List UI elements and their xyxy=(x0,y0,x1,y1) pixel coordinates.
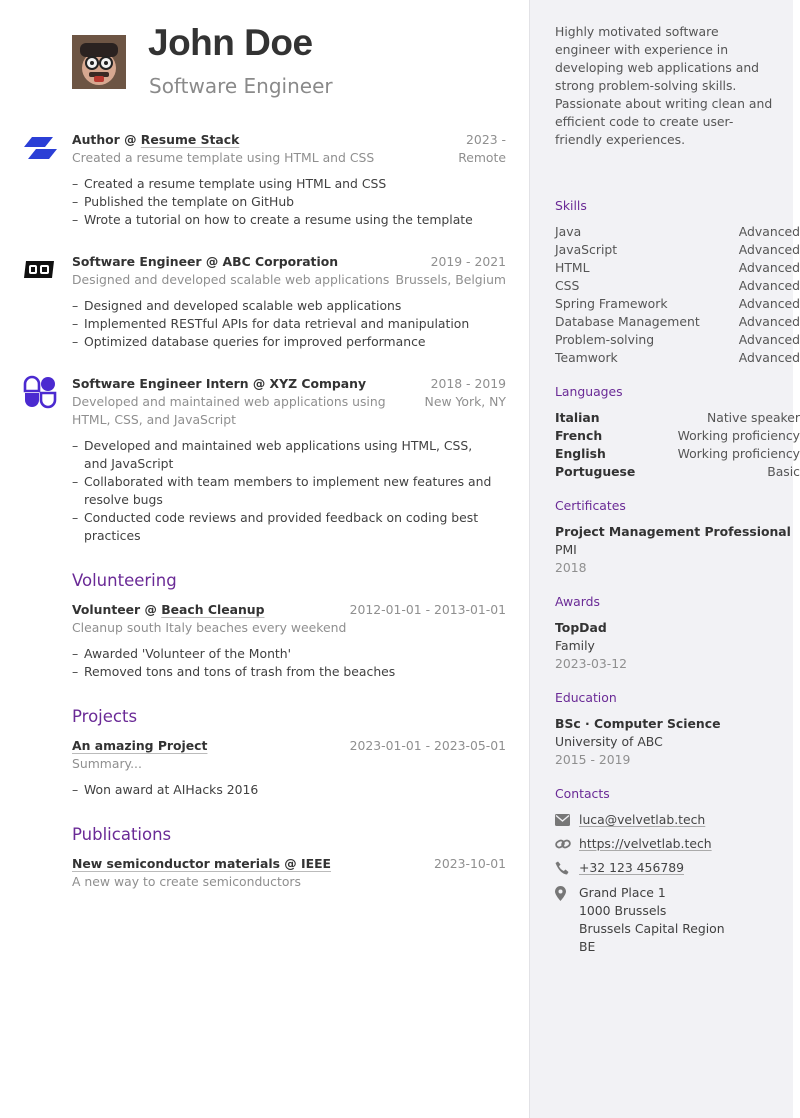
section-title-skills: Skills xyxy=(555,198,587,213)
section-title-projects: Projects xyxy=(72,707,138,726)
highlight-item: – Implemented RESTful APIs for data retrieval and manipulation xyxy=(72,315,506,333)
publication-summary: A new way to create semiconductors xyxy=(72,874,301,889)
section-title-volunteering: Volunteering xyxy=(72,571,177,590)
work-title: Software Engineer Intern @ XYZ Company xyxy=(72,376,367,391)
section-title-publications: Publications xyxy=(72,825,172,844)
awards-section xyxy=(555,593,800,673)
work-date: 2018 - 2019 xyxy=(430,376,506,391)
contacts-section xyxy=(555,785,800,960)
contact-email xyxy=(555,811,800,831)
language-row: French Working proficiency xyxy=(555,428,800,443)
publication-date: 2023-10-01 xyxy=(433,856,506,871)
work-entry xyxy=(72,253,506,351)
skill-row: Database Management Advanced xyxy=(555,314,800,329)
education-section xyxy=(555,689,800,769)
address-line: 1000 Brussels xyxy=(579,903,667,918)
contact-website xyxy=(555,835,800,855)
website-link[interactable]: https://velvetlab.tech xyxy=(579,836,712,851)
education-dates: 2015 - 2019 xyxy=(555,752,631,767)
language-row: Italian Native speaker xyxy=(555,410,800,425)
project-summary: Summary... xyxy=(72,756,142,771)
highlight-item: – Wrote a tutorial on how to create a resume using the template xyxy=(72,211,506,229)
work-entry xyxy=(72,375,506,545)
about-text: Highly motivated software engineer with experience in developing web applications and strong problem-solving skills. Passionate about writing clean and efficient code to create user-friendly experiences. xyxy=(555,24,773,147)
highlight-item: – Collaborated with team members to implement new features and resolve bugs xyxy=(72,473,497,509)
award-date: 2023-03-12 xyxy=(555,656,628,671)
skill-row: Spring Framework Advanced xyxy=(555,296,800,311)
highlight-item: – Published the template on GitHub xyxy=(72,193,506,211)
work-location: Remote xyxy=(458,150,506,165)
phone-link[interactable]: +32 123 456789 xyxy=(579,860,684,875)
skill-row: JavaScript Advanced xyxy=(555,242,800,257)
skills-section xyxy=(555,197,800,367)
section-title-awards: Awards xyxy=(555,594,600,609)
volunteer-entry xyxy=(72,601,506,681)
work-date: 2023 - xyxy=(466,132,506,147)
abc-corporation-logo-icon xyxy=(23,256,57,284)
phone-icon xyxy=(555,859,579,880)
publication-title-link[interactable]: New semiconductor materials @ IEEE xyxy=(72,856,332,871)
section-title-education: Education xyxy=(555,690,617,705)
email-link[interactable]: luca@velvetlab.tech xyxy=(579,812,706,827)
resume-stack-logo-icon xyxy=(23,133,57,167)
avatar xyxy=(72,35,126,89)
volunteer-org-link[interactable]: Beach Cleanup xyxy=(161,602,265,617)
address-block xyxy=(579,884,725,956)
languages-section xyxy=(555,383,800,481)
volunteer-highlights xyxy=(72,645,506,681)
work-summary: Developed and maintained web applications using HTML, CSS, and JavaScript xyxy=(72,394,386,427)
contact-phone xyxy=(555,859,800,880)
location-pin-icon xyxy=(555,884,579,906)
work-highlights xyxy=(72,437,497,545)
work-highlights xyxy=(72,175,506,229)
section-title-contacts: Contacts xyxy=(555,786,610,801)
skill-row: Teamwork Advanced xyxy=(555,350,800,365)
work-title: Author @ Resume Stack xyxy=(72,132,240,147)
certificate-name: Project Management Professional xyxy=(555,524,791,539)
work-highlights xyxy=(72,297,506,351)
envelope-icon xyxy=(555,811,579,831)
contact-address xyxy=(555,884,800,956)
link-icon xyxy=(555,835,579,855)
skill-row: Problem-solving Advanced xyxy=(555,332,800,347)
certificate-issuer: PMI xyxy=(555,542,577,557)
work-summary: Created a resume template using HTML and CSS xyxy=(72,150,375,165)
education-school: University of ABC xyxy=(555,734,663,749)
address-line: Grand Place 1 xyxy=(579,885,666,900)
work-location: Brussels, Belgium xyxy=(395,272,506,287)
address-line: Brussels Capital Region xyxy=(579,921,725,936)
education-degree: BSc · Computer Science xyxy=(555,716,721,731)
volunteer-title: Volunteer @ Beach Cleanup xyxy=(72,602,265,617)
highlight-item: – Removed tons and tons of trash from the beaches xyxy=(72,663,506,681)
language-row: Portuguese Basic xyxy=(555,464,800,479)
sidebar xyxy=(529,0,800,1118)
work-location: New York, NY xyxy=(424,394,506,409)
highlight-item: – Awarded 'Volunteer of the Month' xyxy=(72,645,506,663)
work-title: Software Engineer @ ABC Corporation xyxy=(72,254,339,269)
volunteer-date: 2012-01-01 - 2013-01-01 xyxy=(349,602,506,617)
person-role: Software Engineer xyxy=(149,74,333,98)
language-row: English Working proficiency xyxy=(555,446,800,461)
person-name: John Doe xyxy=(148,22,313,63)
project-entry xyxy=(72,737,506,799)
section-title-certificates: Certificates xyxy=(555,498,626,513)
work-org-link[interactable]: Resume Stack xyxy=(140,132,240,147)
highlight-item: – Conducted code reviews and provided feedback on coding best practices xyxy=(72,509,497,545)
section-title-languages: Languages xyxy=(555,384,623,399)
publication-entry xyxy=(72,855,506,891)
award-awarder: Family xyxy=(555,638,595,653)
highlight-item: – Won award at AIHacks 2016 xyxy=(72,781,506,799)
skill-row: Java Advanced xyxy=(555,224,800,239)
award-name: TopDad xyxy=(555,620,607,635)
work-date: 2019 - 2021 xyxy=(430,254,506,269)
xyz-company-logo-icon xyxy=(23,375,57,409)
highlight-item: – Developed and maintained web applications using HTML, CSS, and JavaScript xyxy=(72,437,497,473)
highlight-item: – Optimized database queries for improved performance xyxy=(72,333,506,351)
address-line: BE xyxy=(579,939,596,954)
volunteer-summary: Cleanup south Italy beaches every weekend xyxy=(72,620,347,635)
work-entry xyxy=(72,131,506,229)
work-summary: Designed and developed scalable web applications xyxy=(72,272,390,287)
highlight-item: – Created a resume template using HTML and CSS xyxy=(72,175,506,193)
highlight-item: – Designed and developed scalable web applications xyxy=(72,297,506,315)
skill-row: CSS Advanced xyxy=(555,278,800,293)
skill-row: HTML Advanced xyxy=(555,260,800,275)
project-title-link[interactable]: An amazing Project xyxy=(72,738,208,753)
certificates-section xyxy=(555,497,800,577)
project-highlights xyxy=(72,781,506,799)
project-date: 2023-01-01 - 2023-05-01 xyxy=(349,738,506,753)
certificate-date: 2018 xyxy=(555,560,587,575)
